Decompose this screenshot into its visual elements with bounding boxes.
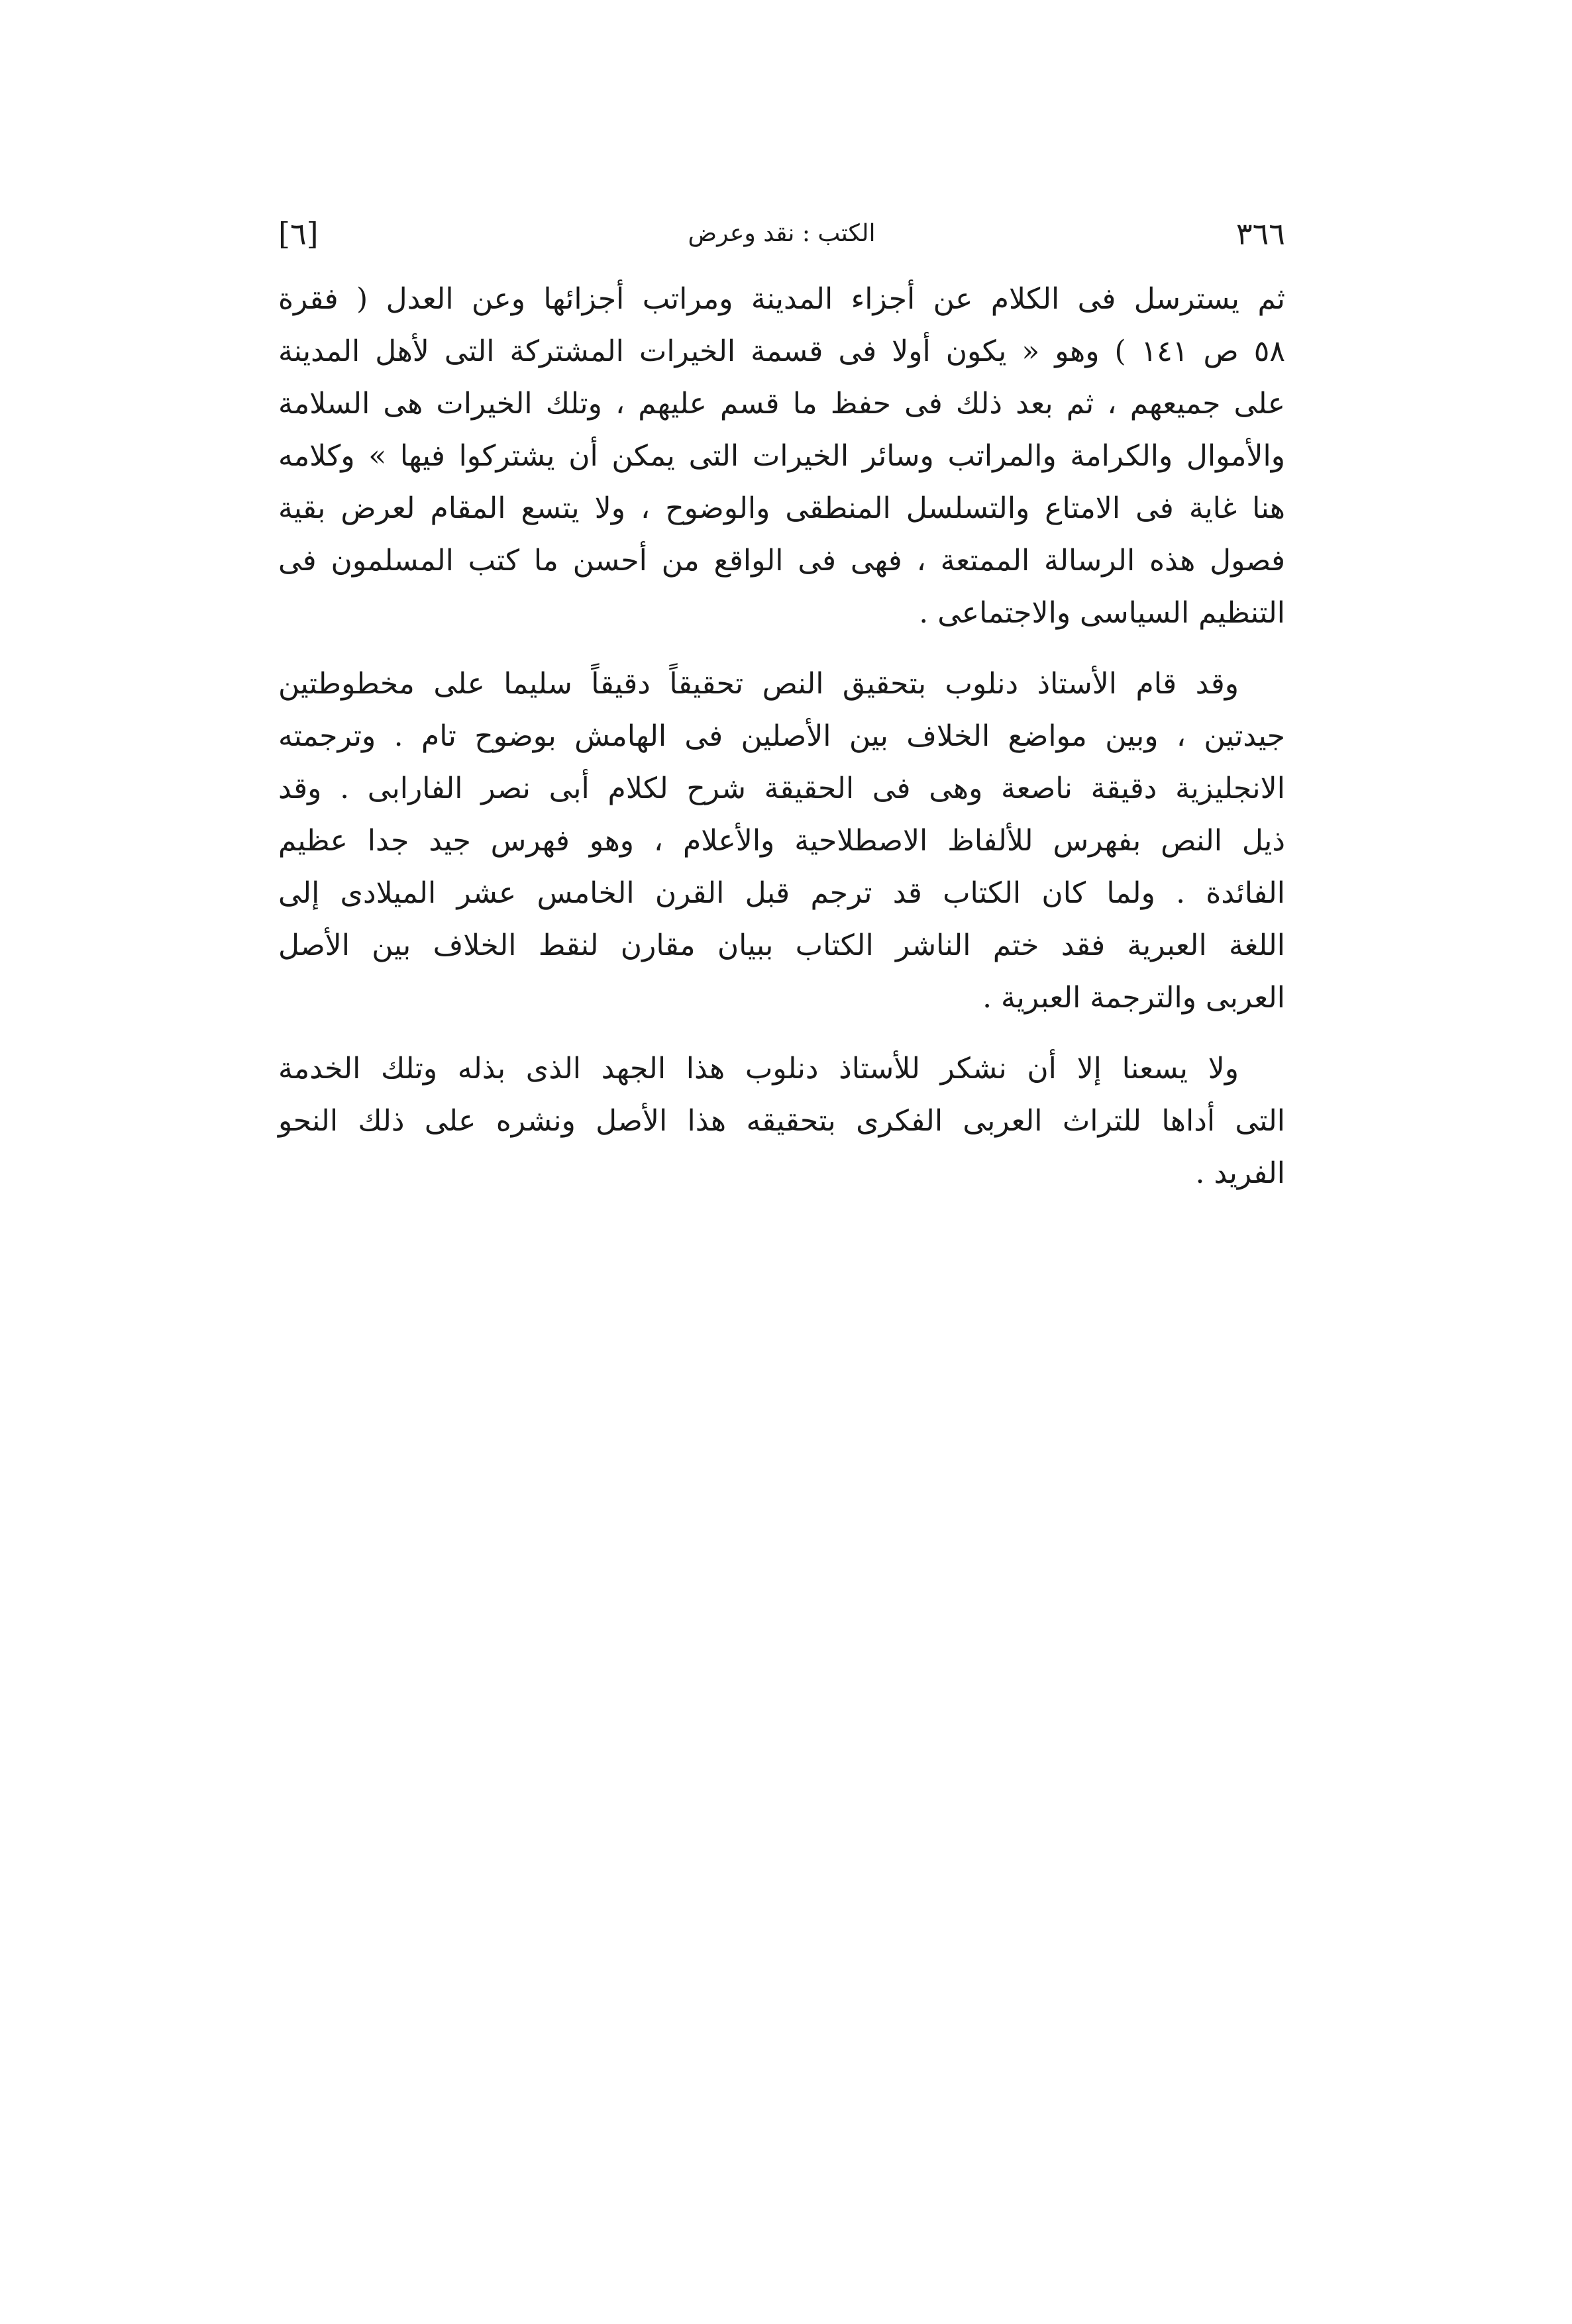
paragraph-3 [278, 1042, 1285, 1199]
text-line: ذيل النص بفهرس للألفاظ الاصطلاحية والأعلام ، وهو فهرس جيد جدا عظيم [278, 824, 1285, 858]
text-line: ثم يسترسل فى الكلام عن أجزاء المدينة ومراتب أجزائها وعن العدل ( فقرة [278, 282, 1285, 316]
running-header [278, 211, 1285, 264]
text-line: ولا يسعنا إلا أن نشكر للأستاذ دنلوب هذا الجهد الذى بذله وتلك الخدمة [278, 1052, 1239, 1086]
text-line: العربى والترجمة العبرية . [982, 981, 1285, 1015]
text-line: جيدتين ، وبين مواضع الخلاف بين الأصلين فى الهامش بوضوح تام . وترجمته [278, 719, 1285, 753]
text-line: ٥٨ ص ١٤١ ) وهو « يكون أولا فى قسمة الخيرات المشتركة التى لأهل المدينة [278, 334, 1286, 368]
text-line: والأموال والكرامة والمراتب وسائر الخيرات التى يمكن أن يشتركوا فيها » وكلامه [278, 439, 1285, 473]
text-line: الانجليزية دقيقة ناصعة وهى فى الحقيقة شرح لكلام أبى نصر الفارابى . وقد [278, 772, 1285, 805]
body-text [278, 273, 1285, 1199]
running-title: الكتب : نقد وعرض [688, 220, 876, 247]
page-number: ٣٦٦ [1235, 216, 1285, 252]
section-marker: [٦] [278, 216, 319, 252]
text-line: فصول هذه الرسالة الممتعة ، فهى فى الواقع من أحسن ما كتب المسلمون فى [278, 544, 1285, 578]
text-line: اللغة العبرية فقد ختم الناشر الكتاب ببيان مقارن لنقط الخلاف بين الأصل [278, 929, 1285, 962]
text-line: هنا غاية فى الامتاع والتسلسل المنطقى والوضوح ، ولا يتسع المقام لعرض بقية [278, 491, 1285, 525]
paragraph-1 [278, 273, 1285, 639]
text-line: الفائدة . ولما كان الكتاب قد ترجم قبل القرن الخامس عشر الميلادى إلى [278, 876, 1285, 910]
text-line: وقد قام الأستاذ دنلوب بتحقيق النص تحقيقاً دقيقاً سليما على مخطوطتين [278, 667, 1239, 701]
paragraph-2 [278, 658, 1285, 1024]
text-line: على جميعهم ، ثم بعد ذلك فى حفظ ما قسم عليهم ، وتلك الخيرات هى السلامة [278, 387, 1285, 421]
text-line: التى أداها للتراث العربى الفكرى بتحقيقه هذا الأصل ونشره على ذلك النحو [278, 1104, 1285, 1138]
text-line: التنظيم السياسى والاجتماعى . [919, 596, 1285, 630]
text-line: الفريد . [1195, 1156, 1285, 1190]
